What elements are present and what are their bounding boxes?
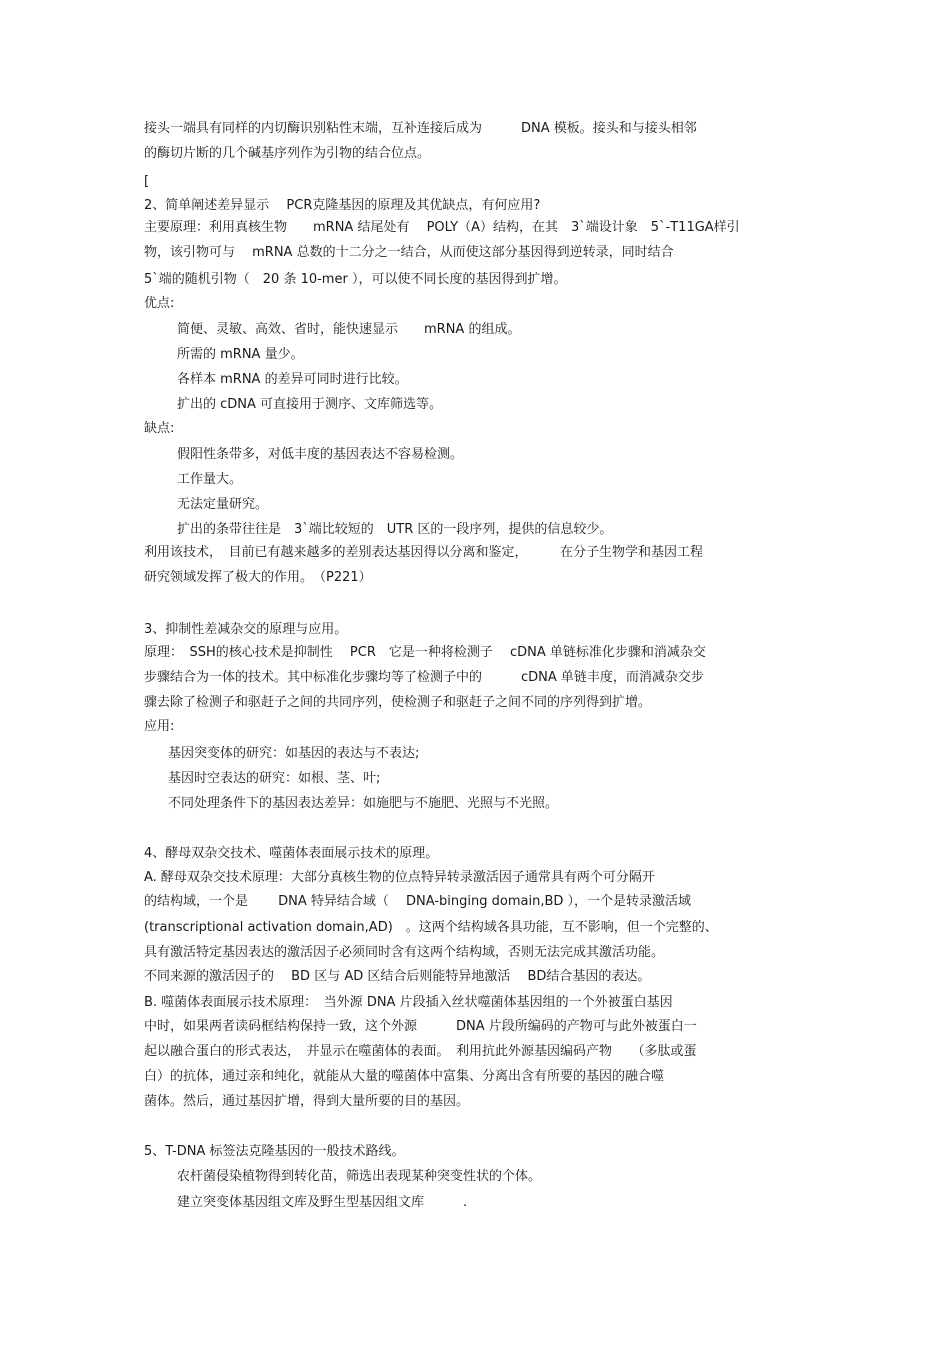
list-item: 扩出的 cDNA 可直接用于测序、文库筛选等。 bbox=[177, 397, 443, 412]
text-line: A. 酵母双杂交技术原理：大部分真核生物的位点特异转录激活因子通常具有两个可分隔开 bbox=[144, 870, 655, 885]
list-item: 工作量大。 bbox=[177, 472, 243, 487]
text-line: 5`端的随机引物（ 20 条 10-mer ），可以使不同长度的基因得到扩增。 bbox=[144, 272, 567, 287]
list-item: 农杆菌侵染植物得到转化苗，筛选出表现某种突变性状的个体。 bbox=[177, 1169, 542, 1184]
text-line: 缺点: bbox=[144, 421, 175, 436]
text-line: B. 噬菌体表面展示技术原理： 当外源 DNA 片段插入丝状噬菌体基因组的一个外被蛋白基因 bbox=[144, 995, 673, 1010]
text-line: 不同来源的激活因子的 BD 区与 AD 区结合后则能特异地激活 BD结合基因的表达。 bbox=[144, 969, 651, 984]
section-heading: 3、抑制性差减杂交的原理与应用。 bbox=[144, 622, 348, 637]
text-line: 白）的抗体，通过亲和纯化，就能从大量的噬菌体中富集、分离出含有所要的基因的融合噬 bbox=[144, 1069, 665, 1084]
text-line: 主要原理：利用真核生物 mRNA 结尾处有 POLY（A）结构，在其 3`端设计象 5`-T11GA样引 bbox=[144, 220, 740, 235]
list-item: 基因突变体的研究：如基因的表达与不表达; bbox=[168, 746, 420, 761]
section-heading: 5、T-DNA 标签法克隆基因的一般技术路线。 bbox=[144, 1144, 405, 1159]
text-line: 骤去除了检测子和驱赶子之间的共同序列，使检测子和驱赶子之间不同的序列得到扩增。 bbox=[144, 695, 652, 710]
text-line: 物，该引物可与 mRNA 总数的十二分之一结合，从而使这部分基因得到逆转录，同时结合 bbox=[144, 245, 674, 260]
text-line: [ bbox=[144, 174, 150, 189]
list-item: 建立突变体基因组文库及野生型基因组文库 . bbox=[177, 1195, 468, 1210]
text-line: 中时，如果两者读码框结构保持一致，这个外源 DNA 片段所编码的产物可与此外被蛋白一 bbox=[144, 1019, 697, 1034]
text-line: 接头一端具有同样的内切酶识别粘性末端，互补连接后成为 DNA 模板。接头和与接头相邻 bbox=[144, 121, 697, 136]
text-line: 应用: bbox=[144, 719, 175, 734]
list-item: 各样本 mRNA 的差异可同时进行比较。 bbox=[177, 372, 408, 387]
list-item: 简便、灵敏、高效、省时，能快速显示 mRNA 的组成。 bbox=[177, 322, 521, 337]
text-line: 研究领域发挥了极大的作用。 （P221） bbox=[144, 570, 372, 585]
text-line: 具有激活特定基因表达的激活因子必须同时含有这两个结构域，否则无法完成其激活功能。 bbox=[144, 945, 665, 960]
list-item: 不同处理条件下的基因表达差异：如施肥与不施肥、光照与不光照。 bbox=[168, 796, 559, 811]
section-heading: 2、简单阐述差异显示 PCR克隆基因的原理及其优缺点，有何应用? bbox=[144, 198, 541, 213]
list-item: 扩出的条带往往是 3`端比较短的 UTR 区的一段序列，提供的信息较少。 bbox=[177, 522, 613, 537]
text-line: 原理： SSH的核心技术是抑制性 PCR 它是一种将检测子 cDNA 单链标准化步骤和消减杂交 bbox=[144, 645, 706, 660]
text-line: 的结构域，一个是 DNA 特异结合域（ DNA-binging domain,BD ），一个是转录激活域 bbox=[144, 894, 692, 909]
text-line: 利用该技术， 目前已有越来越多的差别表达基因得以分离和鉴定， 在分子生物学和基因工程 bbox=[144, 545, 704, 560]
list-item: 假阳性条带多，对低丰度的基因表达不容易检测。 bbox=[177, 447, 464, 462]
list-item: 无法定量研究。 bbox=[177, 497, 269, 512]
list-item: 基因时空表达的研究：如根、茎、叶; bbox=[168, 771, 381, 786]
list-item: 所需的 mRNA 量少。 bbox=[177, 347, 304, 362]
text-line: (transcriptional activation domain,AD) 。这两个结构域各具功能，互不影响，但一个完整的、 bbox=[144, 920, 718, 935]
text-line: 菌体。然后，通过基因扩增，得到大量所要的目的基因。 bbox=[144, 1094, 470, 1109]
section-heading: 4、酵母双杂交技术、噬菌体表面展示技术的原理。 bbox=[144, 846, 439, 861]
text-line: 的酶切片断的几个碱基序列作为引物的结合位点。 bbox=[144, 146, 431, 161]
text-line: 优点: bbox=[144, 296, 175, 311]
text-line: 步骤结合为一体的技术。其中标准化步骤均等了检测子中的 cDNA 单链丰度，而消减杂交步 bbox=[144, 670, 704, 685]
text-line: 起以融合蛋白的形式表达， 并显示在噬菌体的表面。 利用抗此外源基因编码产物 （多肽或蛋 bbox=[144, 1044, 697, 1059]
